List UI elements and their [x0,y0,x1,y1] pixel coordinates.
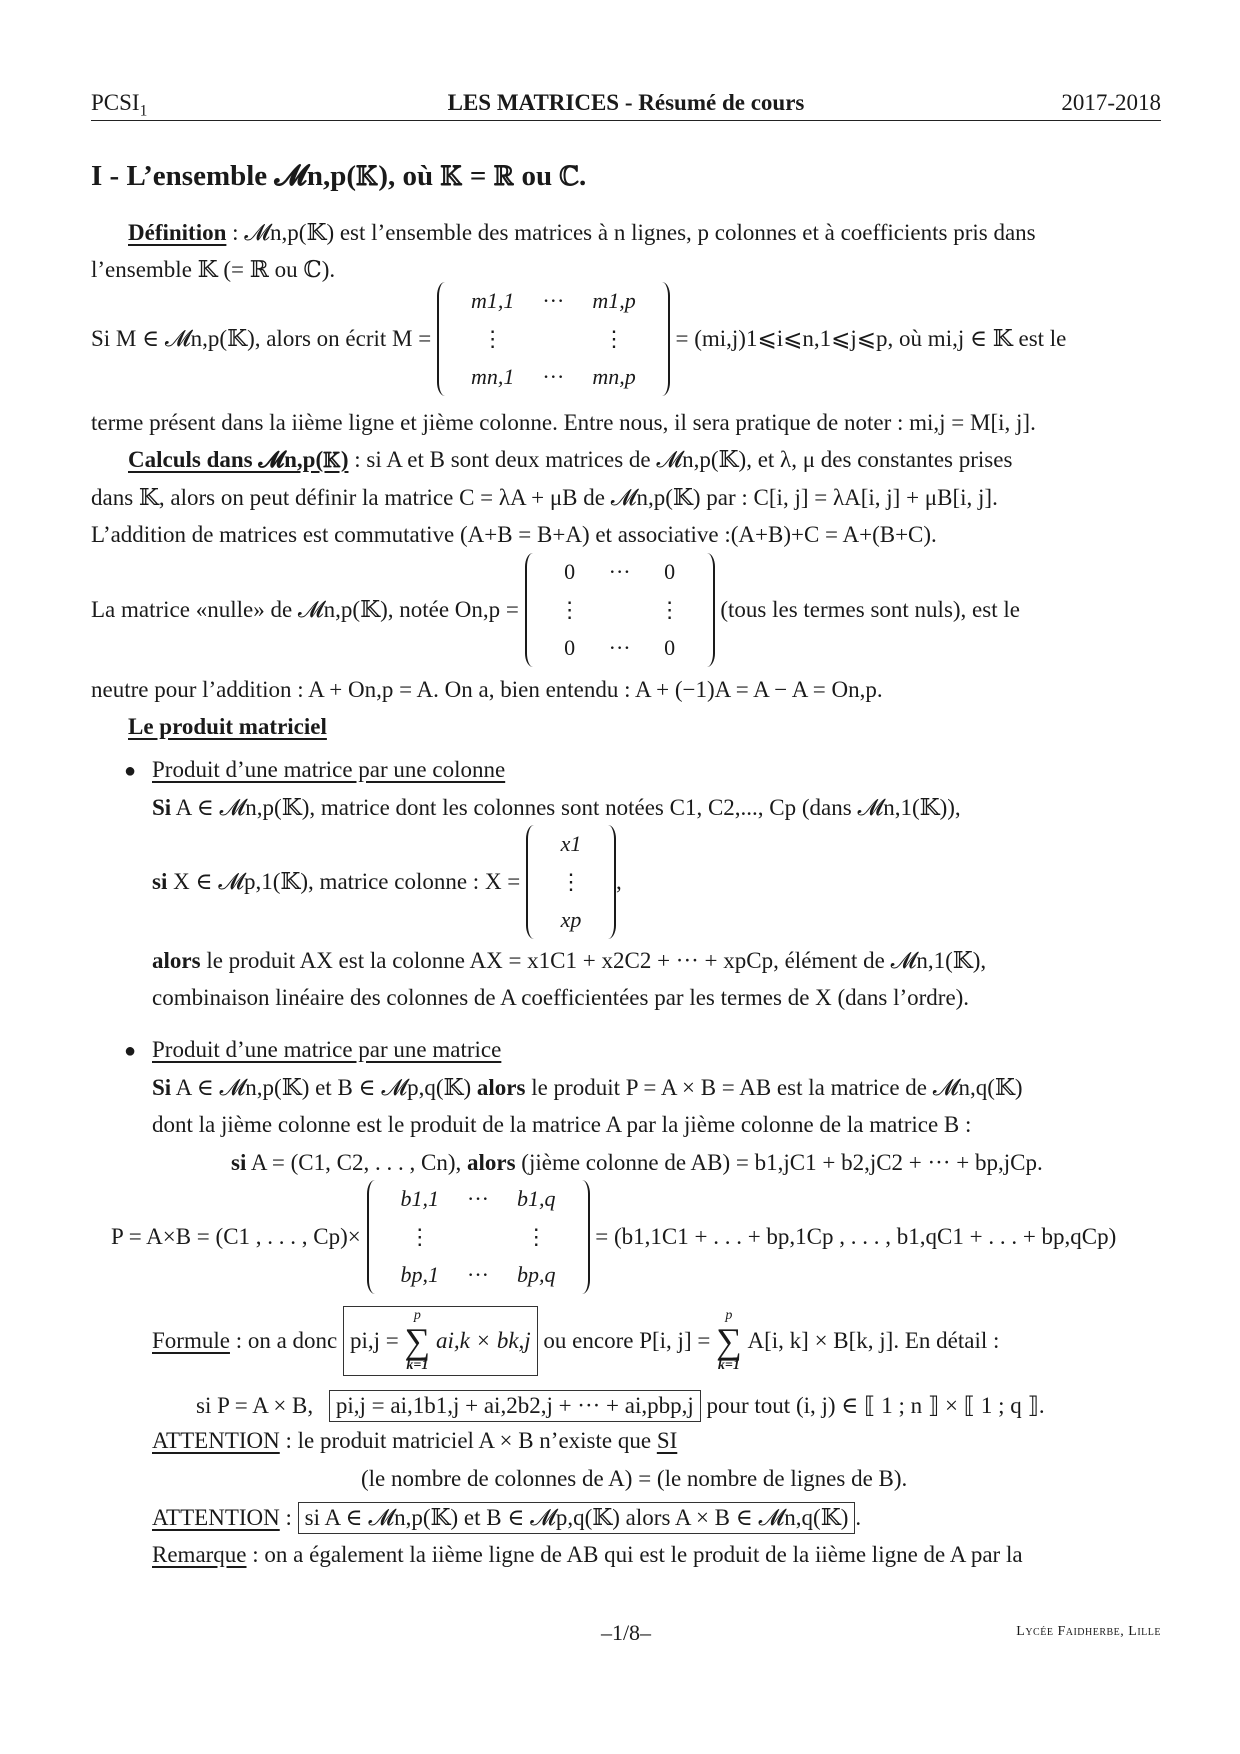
attention-boxed-line: ATTENTION : si A ∈ 𝓜n,p(𝕂) et B ∈ 𝓜p,q(𝕂) alors A × B ∈ 𝓜n,q(𝕂) . [152,1502,861,1534]
attention-label: ATTENTION [152,1428,280,1453]
formule-line: Formule : on a donc pi,j = p ∑ k=1 ai,k × bk,j ou encore P[i, j] = p ∑ k=1 A[i, k] × B[k, j]. En détail : [152,1306,999,1376]
column-vector-x: x1 ⋮ xp [526,825,616,939]
sum-symbol: p ∑ k=1 [404,1308,431,1373]
produit-colonne-line-3: alors le produit AX est la colonne AX = x1C1 + x2C2 + ··· + xpCp, élément de 𝓜n,1(𝕂), [152,948,987,973]
definition-line-2: l’ensemble 𝕂 (= ℝ ou ℂ). [91,257,336,282]
sum-symbol: p ∑ k=1 [716,1308,742,1373]
zero-matrix: 0 ··· 0 ⋮ ⋮ 0 ··· 0 [525,553,715,667]
school-name: Lycée Faidherbe, Lille [1016,1624,1161,1639]
document-title: LES MATRICES - Résumé de cours [447,90,805,115]
bullet-icon: ● [124,1040,137,1062]
produit-colonne-line-2: si X ∈ 𝓜p,1(𝕂), matrice colonne : X = x1 ⋮ xp , [152,825,622,939]
produit-matrice-title: Produit d’une matrice par une matrice [152,1037,502,1062]
calculs-line-5: neutre pour l’addition : A + On,p = A. On a, bien entendu : A + (−1)A = A − A = On,p. [91,677,883,702]
formule-label: Formule [152,1328,230,1353]
definition-line-4: terme présent dans la iième ligne et jième colonne. Entre nous, il sera pratique de noter : mi,j = M[i, j]. [91,410,1036,435]
calculs-line-1: Calculs dans 𝓜n,p(𝕂) : si A et B sont deux matrices de 𝓜n,p(𝕂), et λ, μ des constantes prises [128,447,1013,472]
produit-matrice-line-3: si A = (C1, C2, . . . , Cn), alors (jième colonne de AB) = b1,jC1 + b2,jC2 + ··· + bp,jCp. [231,1150,1043,1175]
definition-matrix-line: Si M ∈ 𝓜n,p(𝕂), alors on écrit M = m1,1 ··· m1,p ⋮ ⋮ mn,1 ··· mn,p = (mi,j)1⩽i⩽n,1⩽j⩽p, où mi,j ∈ 𝕂 est le [91,282,1066,396]
produit-matrice-line-1: Si A ∈ 𝓜n,p(𝕂) et B ∈ 𝓜p,q(𝕂) alors le produit P = A × B = AB est la matrice de 𝓜n,q(𝕂) [152,1075,1023,1100]
definition-line-1: Définition : 𝓜n,p(𝕂) est l’ensemble des matrices à n lignes, p colonnes et à coefficients pris dans [128,220,1036,245]
attention-line-1: ATTENTION : le produit matriciel A × B n’existe que SI [152,1428,678,1453]
product-expansion-line: P = A×B = (C1 , . . . , Cp)× b1,1 ··· b1,q ⋮ ⋮ bp,1 ··· bp,q = (b1,1C1 + . . . + bp,1Cp , . . . , b1,qC1 + . . . + bp,qCp) [111,1180,1116,1294]
attention-label: ATTENTION [152,1505,280,1530]
school-year: 2017-2018 [1061,90,1161,115]
page-number: –1/8– [600,1620,652,1645]
produit-matrice-line-2: dont la jième colonne est le produit de la matrice A par la jième colonne de la matrice B : [152,1112,972,1137]
page-header [91,90,1161,121]
calculs-label: Calculs dans 𝓜n,p(𝕂) [128,447,349,472]
general-matrix: m1,1 ··· m1,p ⋮ ⋮ mn,1 ··· mn,p [437,282,670,396]
zero-matrix-line: La matrice «nulle» de 𝓜n,p(𝕂), notée On,p = 0 ··· 0 ⋮ ⋮ 0 ··· 0 (tous les termes sont nuls), est le [91,553,1020,667]
formule-detail-line: si P = A × B, pi,j = ai,1b1,j + ai,2b2,j + ··· + ai,pbp,j pour tout (i, j) ∈ ⟦ 1 ; n ⟧ × ⟦ 1 ; q ⟧. [196,1390,1045,1422]
formula-box: pi,j = p ∑ k=1 ai,k × bk,j [343,1306,538,1376]
attention-box: si A ∈ 𝓜n,p(𝕂) et B ∈ 𝓜p,q(𝕂) alors A × B ∈ 𝓜n,q(𝕂) [298,1502,856,1534]
section-title: I - L’ensemble 𝓜n,p(𝕂), où 𝕂 = ℝ ou ℂ. [91,160,587,192]
produit-heading: Le produit matriciel [128,714,327,739]
attention-line-2: (le nombre de colonnes de A) = (le nombre de lignes de B). [361,1466,908,1491]
calculs-line-3: L’addition de matrices est commutative (A+B = B+A) et associative :(A+B)+C = A+(B+C). [91,522,937,547]
class-label: $PCSI_1$ [91,90,148,120]
produit-colonne-title: Produit d’une matrice par une colonne [152,757,506,782]
calculs-line-2: dans 𝕂, alors on peut définir la matrice C = λA + μB de 𝓜n,p(𝕂) par : C[i, j] = λA[i, j] + μB[i, j]. [91,485,998,510]
remarque-line: Remarque : on a également la iième ligne de AB qui est le produit de la iième ligne de A par la [152,1542,1023,1567]
detail-formula-box: pi,j = ai,1b1,j + ai,2b2,j + ··· + ai,pbp,j [329,1390,701,1422]
produit-colonne-line-4: combinaison linéaire des colonnes de A coefficientées par les termes de X (dans l’ordre). [152,985,970,1010]
definition-label: Définition [128,220,227,245]
b-matrix: b1,1 ··· b1,q ⋮ ⋮ bp,1 ··· bp,q [367,1180,590,1294]
produit-colonne-line-1: Si A ∈ 𝓜n,p(𝕂), matrice dont les colonnes sont notées C1, C2,..., Cp (dans 𝓜n,1(𝕂)), [152,795,961,820]
bullet-icon: ● [124,760,137,782]
remarque-label: Remarque [152,1542,247,1567]
